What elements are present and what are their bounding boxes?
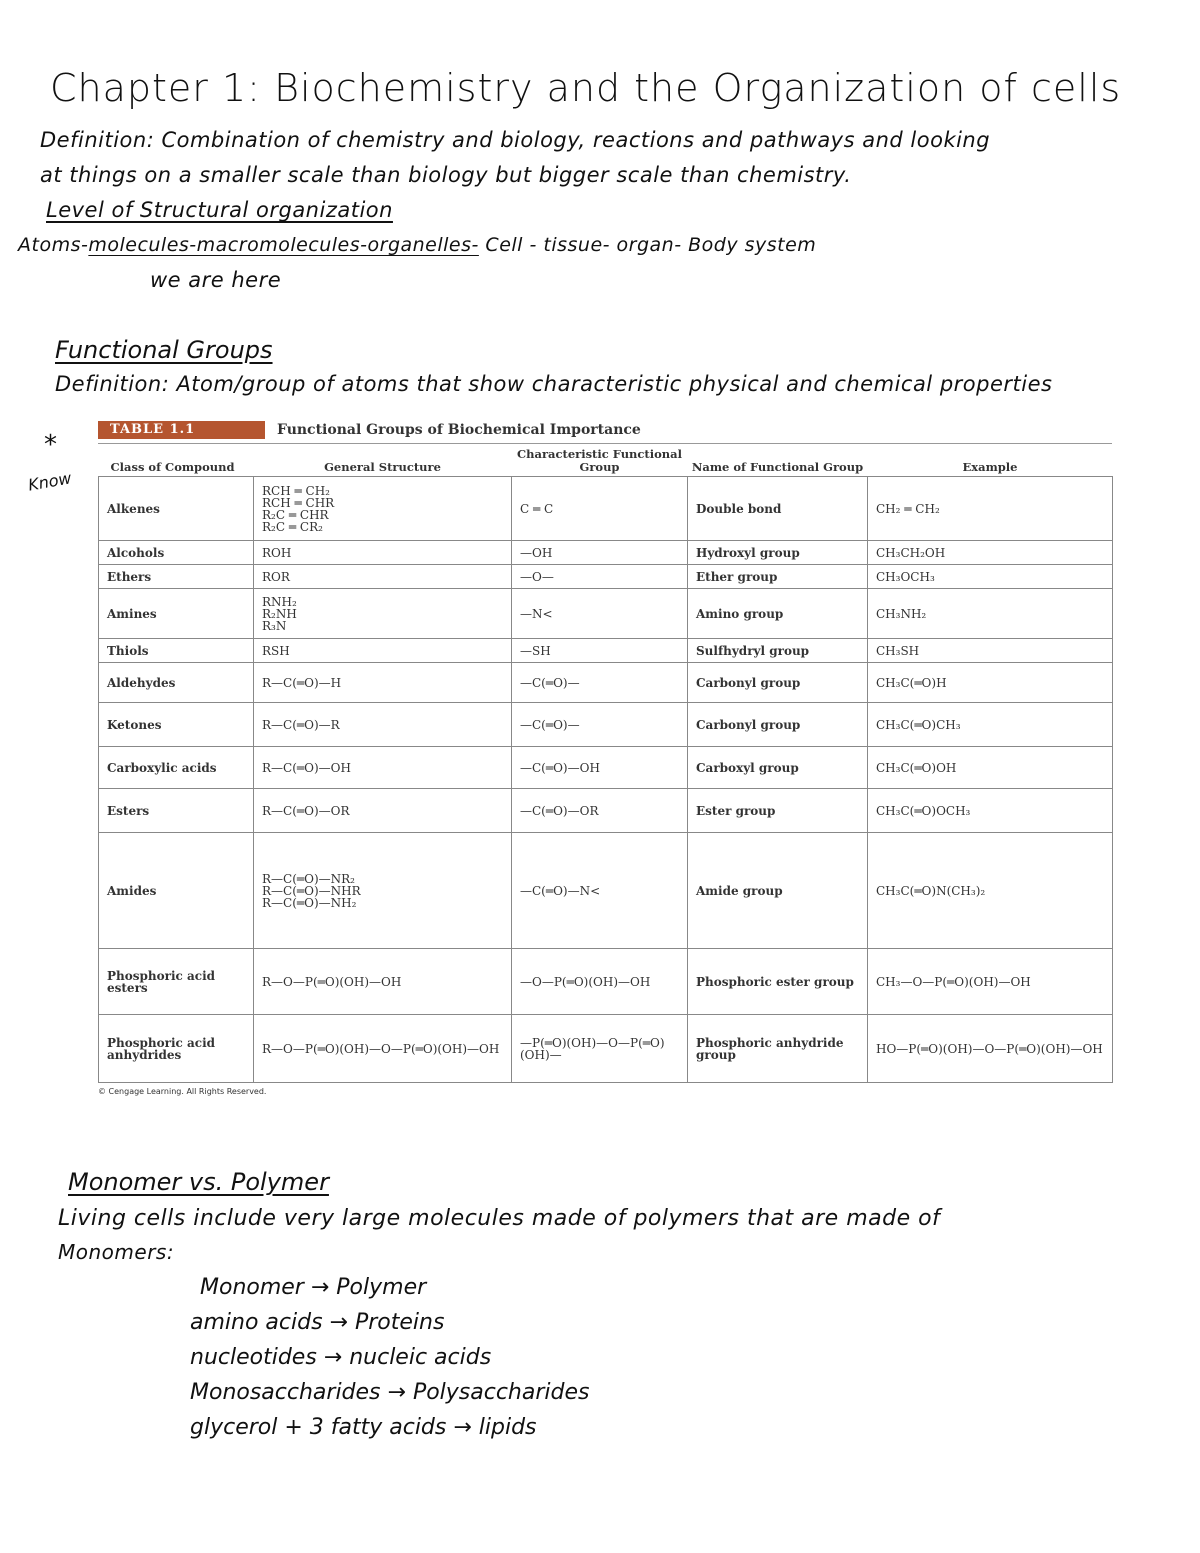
class-cell: Ketones — [99, 703, 254, 747]
general-structure-cell: R—C(═O)—R — [254, 703, 512, 747]
group-name-cell: Hydroxyl group — [688, 541, 868, 565]
monomer-text-2: Monomers: — [58, 1240, 175, 1264]
example-cell: CH₃C(═O)OH — [868, 747, 1113, 789]
table-label: TABLE 1.1 — [98, 421, 265, 439]
definition-line-2: at things on a smaller scale than biology but bigger scale than chemistry. — [40, 163, 852, 187]
example-cell: CH₂ ═ CH₂ — [868, 477, 1113, 541]
group-name-cell: Amino group — [688, 589, 868, 639]
general-structure-cell: R—C(═O)—OR — [254, 789, 512, 833]
levels-atoms: Atoms- — [18, 234, 89, 256]
example-cell: CH₃—O—P(═O)(OH)—OH — [868, 949, 1113, 1015]
star-mark: * — [44, 430, 57, 460]
levels-rest: Cell - tissue- organ- Body system — [478, 234, 817, 256]
example-cell: HO—P(═O)(OH)—O—P(═O)(OH)—OH — [868, 1015, 1113, 1083]
table-row — [99, 789, 1113, 833]
levels-underlined: molecules-macromolecules-organelles- — [88, 234, 479, 256]
table-row — [99, 541, 1113, 565]
general-structure-cell: ROR — [254, 565, 512, 589]
table-row — [99, 747, 1113, 789]
class-cell: Phosphoric acid anhydrides — [99, 1015, 254, 1083]
functional-group-cell: —C(═O)—OH — [512, 747, 688, 789]
monomer-text-1: Living cells include very large molecules made of polymers that are made of — [58, 1206, 941, 1231]
functional-group-cell: —SH — [512, 639, 688, 663]
class-cell: Esters — [99, 789, 254, 833]
pair-line: amino acids → Proteins — [190, 1310, 445, 1335]
pair-line: nucleotides → nucleic acids — [190, 1345, 492, 1370]
levels-line — [18, 234, 816, 256]
general-structure-cell: RCH ═ CH₂ RCH ═ CHR R₂C ═ CHR R₂C ═ CR₂ — [254, 477, 512, 541]
table-row — [99, 663, 1113, 703]
group-name-cell: Double bond — [688, 477, 868, 541]
group-name-cell: Sulfhydryl group — [688, 639, 868, 663]
example-cell: CH₃C(═O)OCH₃ — [868, 789, 1113, 833]
header-class: Class of Compound — [99, 444, 254, 477]
functional-group-cell: C ═ C — [512, 477, 688, 541]
functional-group-cell: —OH — [512, 541, 688, 565]
functional-groups-heading: Functional Groups — [55, 336, 273, 364]
functional-group-cell: —C(═O)—OR — [512, 789, 688, 833]
definition-line-1: Definition: Combination of chemistry and biology, reactions and pathways and looking — [40, 128, 991, 152]
table-row — [99, 639, 1113, 663]
levels-heading: Level of Structural organization — [46, 198, 393, 222]
group-name-cell: Carboxyl group — [688, 747, 868, 789]
page-title: Chapter 1: Biochemistry and the Organization of cells — [50, 66, 1122, 110]
example-cell: CH₃OCH₃ — [868, 565, 1113, 589]
table-row — [99, 565, 1113, 589]
functional-definition: Definition: Atom/group of atoms that show characteristic physical and chemical properties — [55, 372, 1053, 396]
general-structure-cell: R—C(═O)—NR₂ R—C(═O)—NHR R—C(═O)—NH₂ — [254, 833, 512, 949]
functional-group-cell: —C(═O)— — [512, 663, 688, 703]
header-example: Example — [868, 444, 1113, 477]
functional-group-cell: —P(═O)(OH)—O—P(═O)(OH)— — [512, 1015, 688, 1083]
general-structure-cell: R—C(═O)—OH — [254, 747, 512, 789]
functional-group-cell: —C(═O)—N< — [512, 833, 688, 949]
general-structure-cell: RSH — [254, 639, 512, 663]
header-general: General Structure — [254, 444, 512, 477]
functional-group-cell: —O—P(═O)(OH)—OH — [512, 949, 688, 1015]
group-name-cell: Ether group — [688, 565, 868, 589]
class-cell: Phosphoric acid esters — [99, 949, 254, 1015]
we-are-here-note: we are here — [150, 268, 282, 292]
general-structure-cell: RNH₂ R₂NH R₃N — [254, 589, 512, 639]
table-row — [99, 589, 1113, 639]
general-structure-cell: R—O—P(═O)(OH)—O—P(═O)(OH)—OH — [254, 1015, 512, 1083]
group-name-cell: Carbonyl group — [688, 663, 868, 703]
table-caption: Functional Groups of Biochemical Importance — [277, 422, 641, 438]
functional-group-cell: —N< — [512, 589, 688, 639]
pair-line: glycerol + 3 fatty acids → lipids — [190, 1415, 537, 1440]
class-cell: Alcohols — [99, 541, 254, 565]
group-name-cell: Phosphoric anhydride group — [688, 1015, 868, 1083]
class-cell: Thiols — [99, 639, 254, 663]
pair-line: Monosaccharides → Polysaccharides — [190, 1380, 590, 1405]
general-structure-cell: ROH — [254, 541, 512, 565]
class-cell: Amides — [99, 833, 254, 949]
pair-line: Monomer → Polymer — [200, 1275, 427, 1300]
class-cell: Aldehydes — [99, 663, 254, 703]
example-cell: CH₃NH₂ — [868, 589, 1113, 639]
class-cell: Amines — [99, 589, 254, 639]
general-structure-cell: R—O—P(═O)(OH)—OH — [254, 949, 512, 1015]
header-name: Name of Functional Group — [688, 444, 868, 477]
functional-groups-table — [98, 444, 1113, 1083]
functional-groups-table-figure — [98, 420, 1112, 1096]
class-cell: Alkenes — [99, 477, 254, 541]
class-cell: Ethers — [99, 565, 254, 589]
example-cell: CH₃C(═O)N(CH₃)₂ — [868, 833, 1113, 949]
general-structure-cell: R—C(═O)—H — [254, 663, 512, 703]
example-cell: CH₃C(═O)CH₃ — [868, 703, 1113, 747]
monomer-heading: Monomer vs. Polymer — [68, 1168, 329, 1196]
know-note: Know — [26, 468, 73, 495]
group-name-cell: Amide group — [688, 833, 868, 949]
table-row — [99, 477, 1113, 541]
example-cell: CH₃C(═O)H — [868, 663, 1113, 703]
functional-group-cell: —C(═O)— — [512, 703, 688, 747]
example-cell: CH₃CH₂OH — [868, 541, 1113, 565]
functional-group-cell: —O— — [512, 565, 688, 589]
copyright-note: © Cengage Learning. All Rights Reserved. — [98, 1087, 267, 1096]
table-row — [99, 949, 1113, 1015]
table-row — [99, 1015, 1113, 1083]
example-cell: CH₃SH — [868, 639, 1113, 663]
table-row — [99, 833, 1113, 949]
table-row — [99, 703, 1113, 747]
header-characteristic: Characteristic Functional Group — [512, 444, 688, 477]
group-name-cell: Carbonyl group — [688, 703, 868, 747]
group-name-cell: Ester group — [688, 789, 868, 833]
class-cell: Carboxylic acids — [99, 747, 254, 789]
group-name-cell: Phosphoric ester group — [688, 949, 868, 1015]
